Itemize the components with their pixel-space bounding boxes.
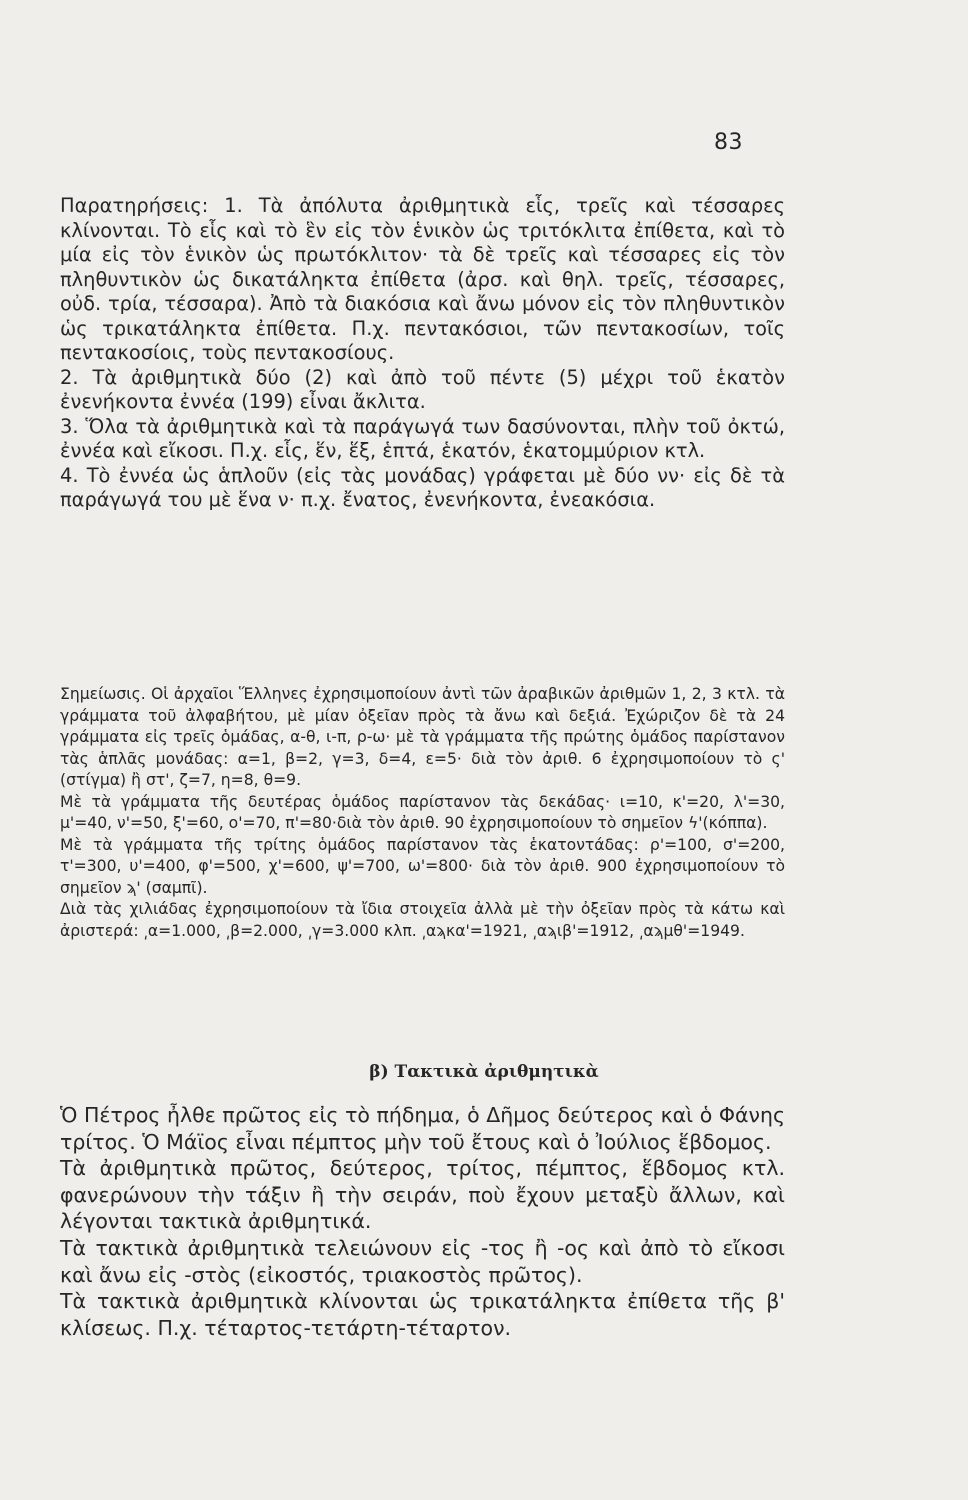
- page-number: 83: [714, 130, 743, 155]
- section-paragraph-1: Ὁ Πέτρος ἦλθε πρῶτος εἰς τὸ πήδημα, ὁ Δῆμος δεύτερος καὶ ὁ Φάνης τρίτος. Ὁ Μάϊος εἶναι πέμπτος μὴν τοῦ ἔτους καὶ ὁ Ἰούλιος ἕβδομος.: [60, 1103, 785, 1154]
- section-heading: β) Τακτικὰ ἀριθμητικὰ: [369, 1062, 599, 1082]
- observations-block: [60, 194, 785, 513]
- section-paragraph-3: Τὰ τακτικὰ ἀριθμητικὰ τελειώνουν εἰς -τος ἢ -ος καὶ ἀπὸ τὸ εἴκοσι καὶ ἄνω εἰς -στὸς (εἰκοστός, τριακοστὸς πρῶτος).: [60, 1235, 785, 1287]
- note-paragraph-3: Μὲ τὰ γράμματα τῆς τρίτης ὁμάδος παρίστανον τὰς ἑκατοντάδας: ρ'=100, σ'=200, τ'=300, υ'=400, φ'=500, χ'=600, ψ'=700, ω'=800· διὰ τὸν ἀριθ. 900 ἐχρησιμοποίουν τὸ σημεῖον ϡ' (σαμπῖ).: [60, 835, 785, 897]
- observation-3: 3. Ὅλα τὰ ἀριθμητικὰ καὶ τὰ παράγωγά των δασύνονται, πλὴν τοῦ ὀκτώ, ἐννέα καὶ εἴκοσι. Π.χ. εἷς, ἕν, ἕξ, ἑπτά, ἑκατόν, ἑκατομμύριον κτλ.: [60, 414, 785, 462]
- observation-1: Παρατηρήσεις: 1. Τὰ ἀπόλυτα ἀριθμητικὰ εἷς, τρεῖς καὶ τέσσαρες κλίνονται. Τὸ εἷς καὶ τὸ ἓν εἰς τὸν ἑνικὸν ὡς τριτόκλιτα ἐπίθετα, καὶ τὸ μία εἰς τὸν ἑνικὸν ὡς πρωτόκλιτον· τὰ δὲ τρεῖς καὶ τέσσαρες εἰς τὸν πληθυντικὸν ὡς δικατάληκτα ἐπίθετα (ἀρσ. καὶ θηλ. τρεῖς, τέσσαρες, οὐδ. τρία, τέσσαρα). Ἀπὸ τὰ διακόσια καὶ ἄνω μόνον εἰς τὸν πληθυντικὸν ὡς τρικατάληκτα ἐπίθετα. Π.χ. πεντακόσιοι, τῶν πεντακοσίων, τοῖς πεντακοσίοις, τοὺς πεντακοσίους.: [60, 194, 785, 364]
- observation-2: 2. Τὰ ἀριθμητικὰ δύο (2) καὶ ἀπὸ τοῦ πέντε (5) μέχρι τοῦ ἑκατὸν ἐνενήκοντα ἐννέα (199) εἶναι ἄκλιτα.: [60, 365, 785, 413]
- ordinal-numbers-section: [60, 1102, 785, 1341]
- section-paragraph-2: Τὰ ἀριθμητικὰ πρῶτος, δεύτερος, τρίτος, πέμπτος, ἕβδομος κτλ. φανερώνουν τὴν τάξιν ἢ τὴν σειράν, ποὺ ἔχουν μεταξὺ ἄλλων, καὶ λέγονται τακτικὰ ἀριθμητικά.: [60, 1156, 785, 1234]
- section-paragraph-4: Τὰ τακτικὰ ἀριθμητικὰ κλίνονται ὡς τρικατάληκτα ἐπίθετα τῆς β' κλίσεως. Π.χ. τέταρτος-τετάρτη-τέταρτον.: [60, 1289, 785, 1340]
- note-paragraph-1: Σημείωσις. Οἱ ἀρχαῖοι Ἕλληνες ἐχρησιμοποίουν ἀντὶ τῶν ἀραβικῶν ἀριθμῶν 1, 2, 3 κτλ. τὰ γράμματα τοῦ ἀλφαβήτου, μὲ μίαν ὀξεῖαν πρὸς τὰ ἄνω καὶ δεξιά. Ἐχώριζον δὲ τὰ 24 γράμματα εἰς τρεῖς ὁμάδας, α-θ, ι-π, ρ-ω· μὲ τὰ γράμματα τῆς πρώτης ὁμάδος παρίστανον τὰς ἁπλᾶς μονάδας: α=1, β=2, γ=3, δ=4, ε=5· διὰ τὸν ἀριθ. 6 ἐχρησιμοποίουν τὸ ς' (στίγμα) ἢ στ', ζ=7, η=8, θ=9.: [60, 685, 785, 789]
- footnote-block: [60, 684, 785, 942]
- note-paragraph-2: Μὲ τὰ γράμματα τῆς δευτέρας ὁμάδος παρίστανον τὰς δεκάδας· ι=10, κ'=20, λ'=30, μ'=40, ν'=50, ξ'=60, ο'=70, π'=80·διὰ τὸν ἀριθ. 90 ἐχρησιμοποίουν τὸ σημεῖον ϟ'(κόππα).: [60, 792, 785, 832]
- note-paragraph-4: Διὰ τὰς χιλιάδας ἐχρησιμοποίουν τὰ ἴδια στοιχεῖα ἀλλὰ μὲ τὴν ὀξεῖαν πρὸς τὰ κάτω καὶ ἀριστερά: ͵α=1.000, ͵β=2.000, ͵γ=3.000 κλπ. ͵αϡκα'=1921, ͵αϡιβ'=1912, ͵αϡμθ'=1949.: [60, 900, 785, 940]
- observation-4: 4. Τὸ ἐννέα ὡς ἁπλοῦν (εἰς τὰς μονάδας) γράφεται μὲ δύο νν· εἰς δὲ τὰ παράγωγά του μὲ ἕνα ν· π.χ. ἔνατος, ἐνενήκοντα, ἐνεακόσια.: [60, 463, 785, 511]
